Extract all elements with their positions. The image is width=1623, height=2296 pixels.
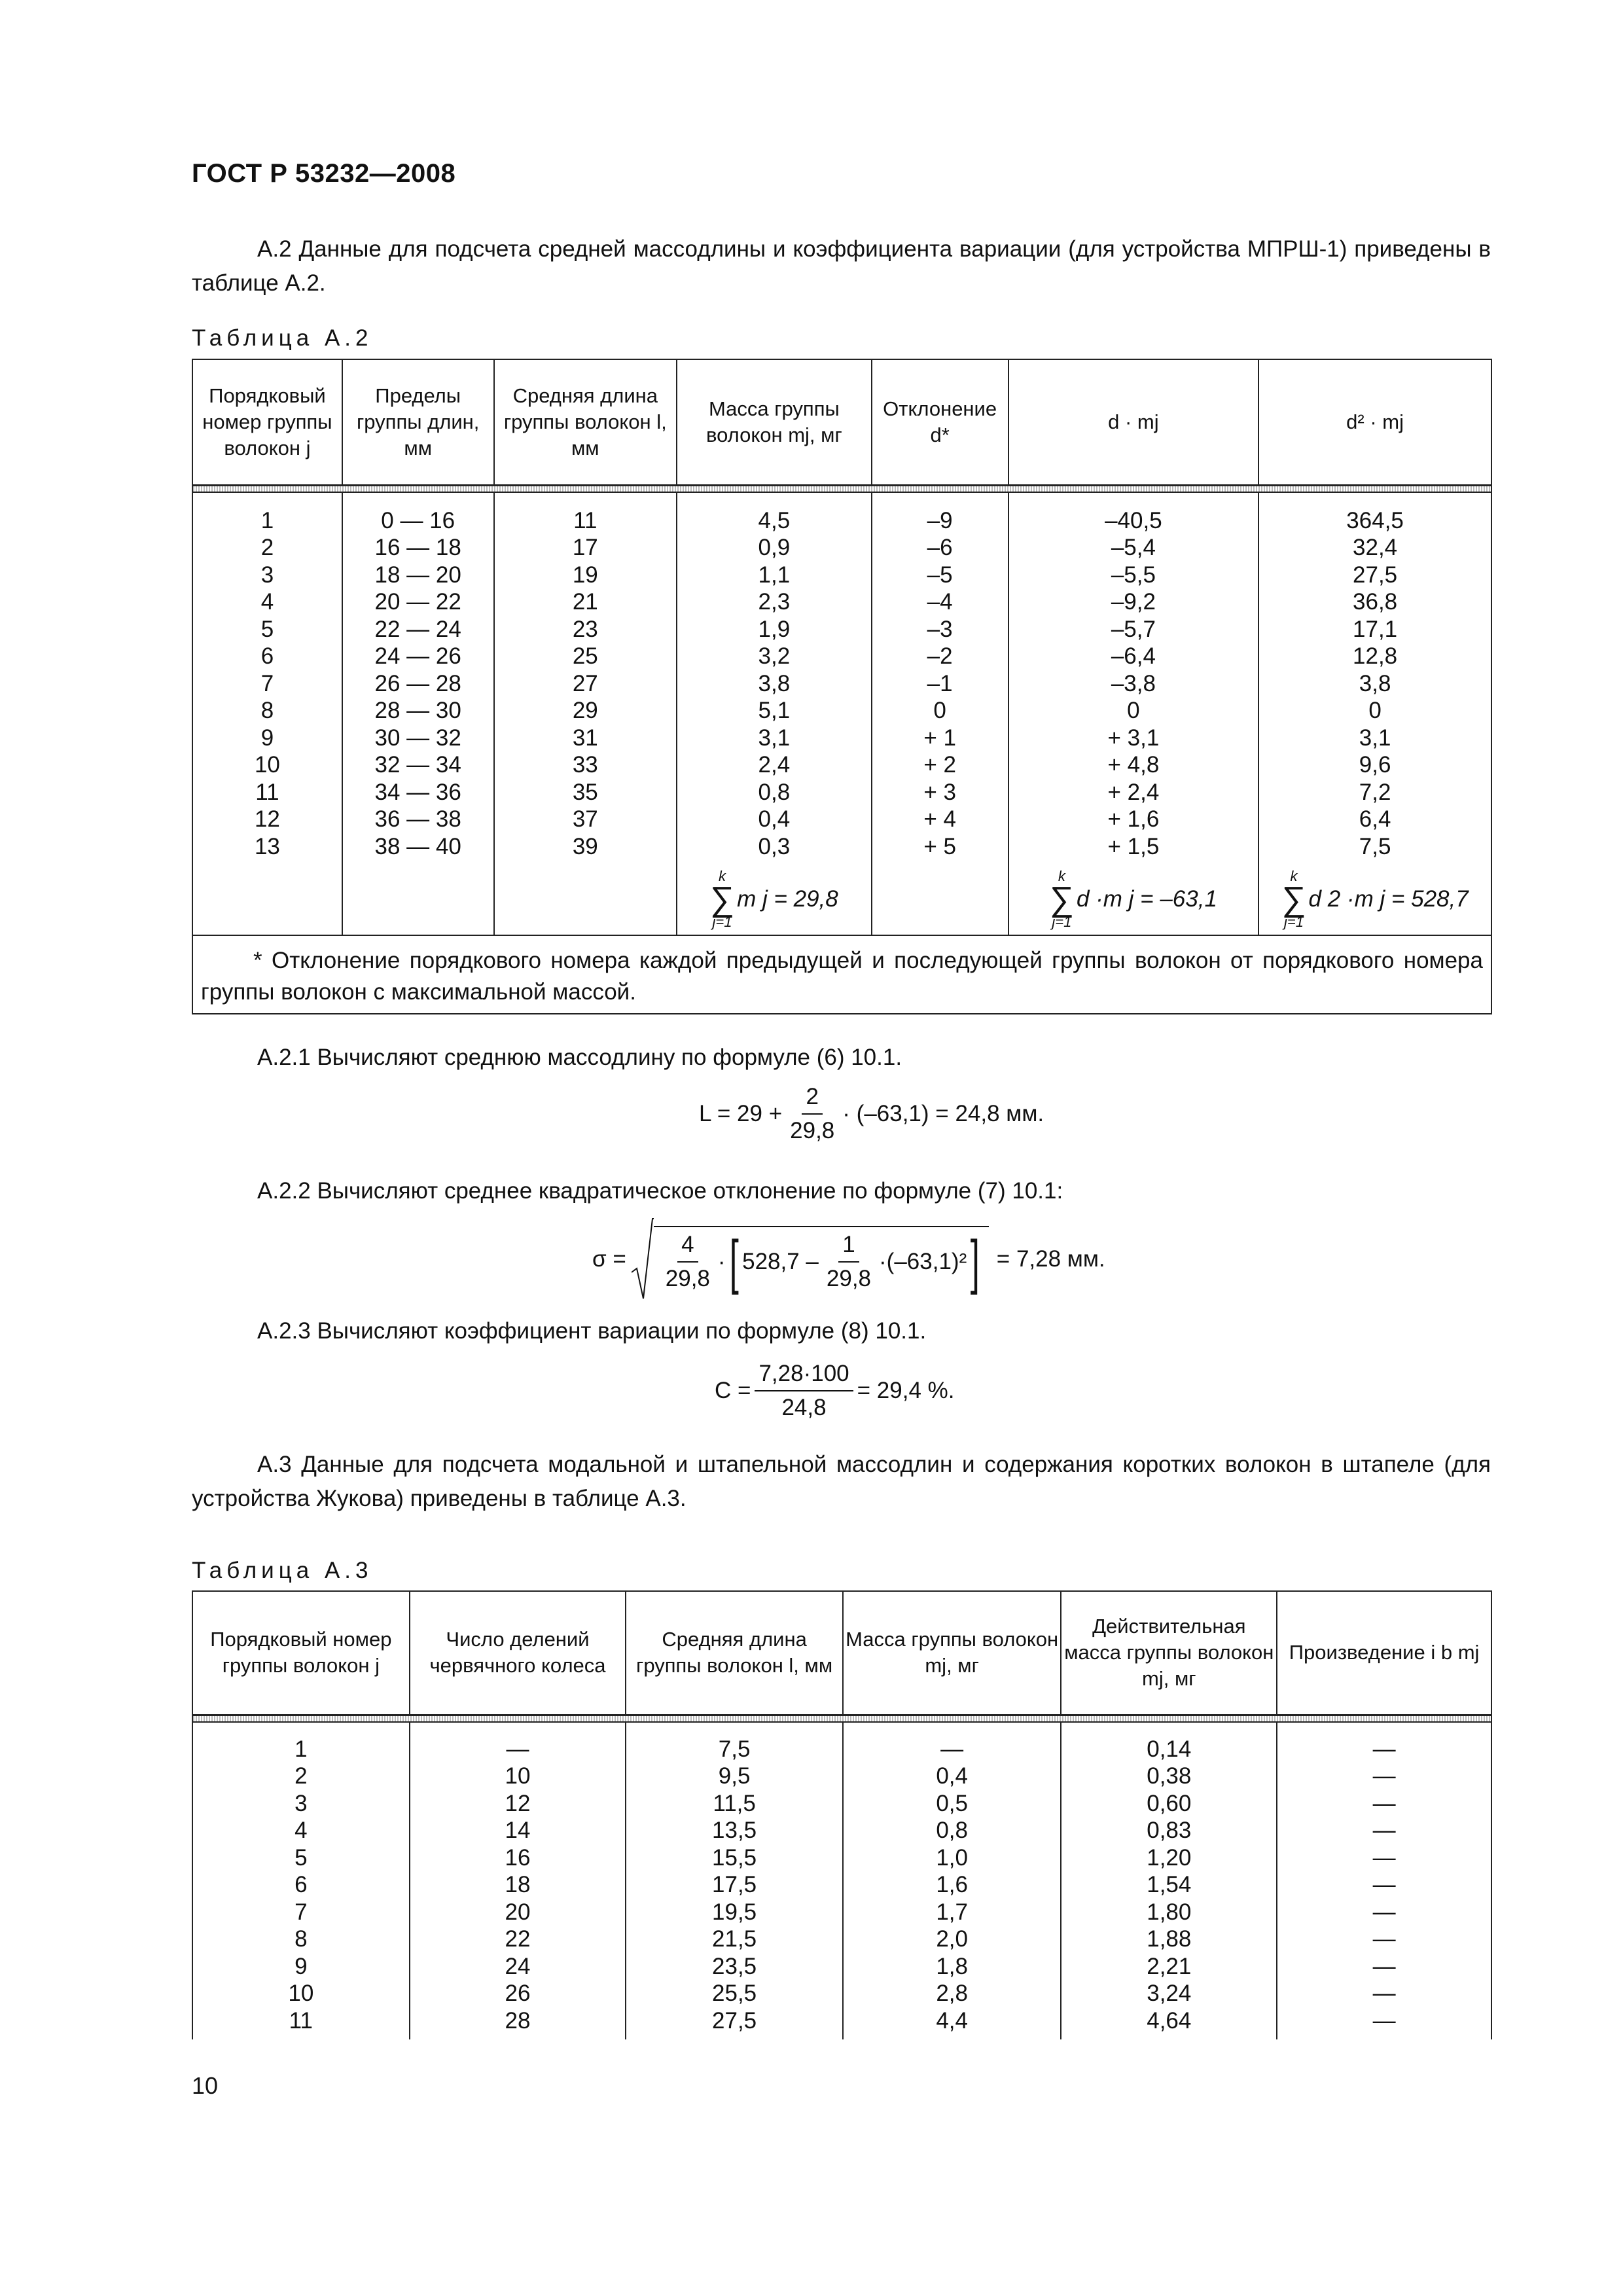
table-cell: 9 bbox=[260, 725, 274, 751]
table-cell: + 3 bbox=[923, 779, 956, 805]
table-cell: 2,3 bbox=[758, 589, 791, 615]
a2-header-deviation: Отклонение d* bbox=[872, 359, 1008, 485]
table-cell: 13 bbox=[254, 833, 280, 859]
a2-col-length-limits bbox=[342, 492, 494, 936]
table-cell: 21 bbox=[572, 589, 598, 615]
a2-sum-mass: k ∑ j=1 m j = 29,8 bbox=[709, 868, 838, 930]
table-cell: –9,2 bbox=[1111, 589, 1156, 615]
table-row bbox=[192, 1722, 1491, 2040]
section-a3-intro: А.3 Данные для подсчета модальной и штапельной массодлин и содержания коротких волокон в штапеле (для устройства Жукова) приведены в таблице А.3. bbox=[192, 1452, 1491, 1511]
table-cell: 25,5 bbox=[712, 1981, 757, 2006]
table-cell: 39 bbox=[572, 833, 598, 859]
a3-col-group-number bbox=[192, 1722, 410, 2040]
table-cell: 27,5 bbox=[712, 2007, 757, 2034]
section-a21-text: А.2.1 Вычисляют среднюю массодлину по формуле (6) 10.1. bbox=[257, 1045, 902, 1070]
a3-header-actual-mass: Действительная масса группы волокон mj, мг bbox=[1061, 1591, 1277, 1715]
table-cell: 24 bbox=[505, 1953, 531, 1979]
table-a2 bbox=[192, 359, 1492, 1014]
table-cell: 10 bbox=[288, 1981, 314, 2006]
table-a2-footnote bbox=[192, 935, 1491, 1014]
table-cell: 32 — 34 bbox=[374, 752, 461, 778]
formula-rhs: = 7,28 мм. bbox=[996, 1246, 1105, 1272]
formula-denominator: 24,8 bbox=[781, 1395, 827, 1420]
a2-header-group-number: Порядковый номер группы волокон j bbox=[192, 359, 342, 485]
table-cell: 0 bbox=[1127, 698, 1140, 723]
table-cell: 11,5 bbox=[713, 1790, 756, 1816]
table-cell: 12,8 bbox=[1353, 643, 1398, 669]
table-cell: 2,21 bbox=[1147, 1953, 1192, 1979]
formula-lhs: C = bbox=[715, 1378, 751, 1403]
table-cell: 3 bbox=[294, 1790, 308, 1816]
formula-numerator: 2 bbox=[802, 1083, 822, 1115]
formula-std-deviation bbox=[592, 1217, 1105, 1301]
table-cell: — bbox=[1372, 1844, 1396, 1871]
table-cell: 7 bbox=[260, 670, 274, 696]
table-cell: 9 bbox=[294, 1953, 308, 1979]
table-cell: 37 bbox=[572, 806, 598, 832]
table-cell: 5 bbox=[260, 616, 274, 642]
table-cell: –40,5 bbox=[1105, 507, 1162, 533]
table-cell: 20 — 22 bbox=[374, 589, 461, 615]
table-cell: 0,8 bbox=[936, 1818, 968, 1843]
table-cell: 1,54 bbox=[1147, 1872, 1192, 1897]
table-cell: 4,4 bbox=[936, 2007, 968, 2034]
table-cell: 7 bbox=[294, 1899, 308, 1925]
table-cell: 12 bbox=[254, 806, 280, 832]
a2-sum-dm: k ∑ j=1 d ·m j = –63,1 bbox=[1049, 868, 1217, 930]
formula-numerator: 4 bbox=[677, 1231, 698, 1263]
section-a22-text: А.2.2 Вычисляют среднее квадратическое отклонение по формуле (7) 10.1: bbox=[257, 1178, 1063, 1204]
table-cell: 0,4 bbox=[758, 806, 791, 832]
table-cell: 0,8 bbox=[758, 779, 791, 805]
formula-rhs: = 29,4 %. bbox=[857, 1378, 955, 1403]
table-cell: 17,5 bbox=[712, 1872, 757, 1897]
a2-col-group-number bbox=[192, 492, 342, 936]
table-cell: 27,5 bbox=[1353, 562, 1398, 588]
a3-header-product: Произведение i b mj bbox=[1277, 1591, 1491, 1715]
table-cell: 4 bbox=[260, 589, 274, 615]
table-cell: –5,5 bbox=[1111, 562, 1156, 588]
formula-lhs: L = 29 + bbox=[699, 1101, 783, 1126]
table-cell: 0,14 bbox=[1147, 1736, 1192, 1762]
table-cell: 0 — 16 bbox=[381, 507, 455, 533]
table-cell: 1,88 bbox=[1147, 1926, 1192, 1952]
table-cell: 7,5 bbox=[718, 1736, 751, 1762]
table-cell: 24 — 26 bbox=[374, 643, 461, 669]
table-cell: — bbox=[1372, 1926, 1396, 1952]
table-cell: 7,5 bbox=[1359, 833, 1391, 859]
table-cell: 11 bbox=[289, 2007, 313, 2034]
document-header: ГОСТ Р 53232—2008 bbox=[192, 159, 456, 188]
table-cell: 8 bbox=[260, 698, 274, 723]
table-cell: 2,0 bbox=[936, 1926, 968, 1952]
table-cell: 1 bbox=[260, 507, 274, 533]
table-cell: –5 bbox=[927, 562, 953, 588]
table-cell: 11 bbox=[573, 507, 597, 533]
table-cell: 0,4 bbox=[936, 1763, 968, 1789]
table-cell: — bbox=[1372, 1953, 1396, 1979]
table-cell: –9 bbox=[927, 507, 953, 533]
a2-header-length-limits: Пределы группы длин, мм bbox=[342, 359, 494, 485]
table-cell: 35 bbox=[572, 779, 598, 805]
sum-dm-value: d ·m j = –63,1 bbox=[1076, 886, 1217, 912]
table-cell: 26 — 28 bbox=[374, 670, 461, 696]
sum-lower-limit: j=1 bbox=[1052, 914, 1072, 930]
table-cell: 6 bbox=[260, 643, 274, 669]
sum-lower-limit: j=1 bbox=[712, 914, 732, 930]
table-cell: 31 bbox=[572, 725, 598, 751]
table-cell: 32,4 bbox=[1353, 535, 1398, 560]
table-cell: 15,5 bbox=[712, 1844, 757, 1871]
table-cell: 3,24 bbox=[1147, 1981, 1192, 2006]
table-cell: 4,5 bbox=[758, 507, 791, 533]
table-cell: 36,8 bbox=[1353, 589, 1398, 615]
table-row bbox=[192, 492, 1491, 936]
a2-sum-d2m: k ∑ j=1 d 2 ·m j = 528,7 bbox=[1281, 868, 1469, 930]
table-cell: 10 bbox=[505, 1763, 531, 1789]
table-cell: 23 bbox=[572, 616, 598, 642]
table-cell: 1 bbox=[294, 1736, 308, 1762]
table-cell: 38 — 40 bbox=[374, 833, 461, 859]
sum-d2m-value: d 2 ·m j = 528,7 bbox=[1308, 886, 1469, 912]
table-cell: –3 bbox=[927, 616, 953, 642]
table-cell: 34 — 36 bbox=[374, 779, 461, 805]
formula-rhs: · (–63,1) = 24,8 мм. bbox=[842, 1101, 1044, 1126]
table-cell: — bbox=[940, 1736, 964, 1762]
a3-col-group-mass bbox=[843, 1722, 1061, 2040]
sum-upper-limit: k bbox=[1290, 868, 1298, 884]
table-cell: 30 — 32 bbox=[374, 725, 461, 751]
a2-header-mean-length: Средняя длина группы волокон l, мм bbox=[494, 359, 677, 485]
formula-variation-coefficient bbox=[715, 1360, 954, 1422]
a3-header-mean-length: Средняя длина группы волокон l, мм bbox=[626, 1591, 843, 1715]
table-cell: 1,80 bbox=[1147, 1899, 1192, 1925]
formula-mean-length bbox=[699, 1083, 1044, 1145]
table-cell: 2 bbox=[294, 1763, 308, 1789]
a3-col-product bbox=[1277, 1722, 1491, 2040]
table-cell: –4 bbox=[927, 589, 953, 615]
table-cell: 23,5 bbox=[712, 1953, 757, 1979]
table-cell: + 3,1 bbox=[1107, 725, 1160, 751]
table-cell: 13,5 bbox=[712, 1818, 757, 1843]
table-cell: 6,4 bbox=[1359, 806, 1391, 832]
a3-col-worm-divisions bbox=[410, 1722, 626, 2040]
table-cell: + 4,8 bbox=[1107, 752, 1160, 778]
table-cell: 3,8 bbox=[758, 670, 791, 696]
formula-middle: 528,7 – bbox=[742, 1249, 819, 1274]
section-a23-text: А.2.3 Вычисляют коэффициент вариации по формуле (8) 10.1. bbox=[257, 1318, 927, 1344]
a3-header-worm-divisions: Число делений червячного колеса bbox=[410, 1591, 626, 1715]
table-cell: 1,1 bbox=[758, 562, 791, 588]
table-cell: 4,64 bbox=[1147, 2007, 1192, 2034]
table-cell: 0 bbox=[933, 698, 946, 723]
table-cell: 0 bbox=[1368, 698, 1382, 723]
table-cell: 18 bbox=[505, 1872, 531, 1897]
table-cell: –3,8 bbox=[1111, 670, 1156, 696]
table-cell: — bbox=[1372, 1981, 1396, 2006]
table-cell: — bbox=[1372, 1790, 1396, 1816]
table-cell: 0,83 bbox=[1147, 1818, 1192, 1843]
table-cell: 1,9 bbox=[758, 616, 791, 642]
table-a3 bbox=[192, 1590, 1492, 2039]
table-cell: 11 bbox=[255, 779, 279, 805]
formula-denominator: 29,8 bbox=[665, 1266, 710, 1291]
table-cell: 19,5 bbox=[712, 1899, 757, 1925]
a2-col-deviation bbox=[872, 492, 1008, 936]
table-cell: 29 bbox=[572, 698, 598, 723]
table-cell: 10 bbox=[254, 752, 280, 778]
table-cell: — bbox=[1372, 1899, 1396, 1925]
table-cell: + 1,6 bbox=[1107, 806, 1160, 832]
a2-col-group-mass bbox=[677, 492, 872, 936]
table-cell: 19 bbox=[572, 562, 598, 588]
table-cell: 26 bbox=[505, 1981, 531, 2006]
table-cell: 0,9 bbox=[758, 535, 791, 560]
table-cell: 16 bbox=[505, 1844, 531, 1871]
a2-col-d-times-m bbox=[1008, 492, 1259, 936]
table-a3-caption: Таблица А.3 bbox=[192, 1558, 373, 1583]
table-cell: 9,5 bbox=[718, 1763, 751, 1789]
table-cell: 28 bbox=[505, 2007, 531, 2034]
a3-header-group-number: Порядковый номер группы волокон j bbox=[192, 1591, 410, 1715]
table-cell: — bbox=[1372, 1736, 1396, 1762]
table-cell: –1 bbox=[927, 670, 953, 696]
formula-numerator: 1 bbox=[838, 1231, 859, 1263]
table-cell: 33 bbox=[572, 752, 598, 778]
table-cell: 0,38 bbox=[1147, 1763, 1192, 1789]
table-cell: 9,6 bbox=[1359, 752, 1391, 778]
table-cell: — bbox=[1372, 2007, 1396, 2034]
sum-lower-limit: j=1 bbox=[1284, 914, 1304, 930]
table-cell: 7,2 bbox=[1359, 779, 1391, 805]
formula-tail: ·(–63,1)² bbox=[879, 1249, 967, 1274]
table-cell: 1,6 bbox=[936, 1872, 968, 1897]
table-cell: 36 — 38 bbox=[374, 806, 461, 832]
sum-upper-limit: k bbox=[719, 868, 726, 884]
table-a2-caption: Таблица А.2 bbox=[192, 325, 373, 351]
table-cell: –5,4 bbox=[1111, 535, 1156, 560]
formula-numerator: 7,28·100 bbox=[755, 1360, 853, 1391]
table-cell: –6,4 bbox=[1111, 643, 1156, 669]
formula-denominator: 29,8 bbox=[826, 1266, 872, 1291]
table-cell: + 1 bbox=[923, 725, 956, 751]
formula-lhs: σ = bbox=[592, 1246, 626, 1272]
table-cell: 1,20 bbox=[1147, 1844, 1192, 1871]
a2-header-d-times-m: d · mj bbox=[1008, 359, 1259, 485]
table-cell: — bbox=[1372, 1818, 1396, 1843]
sum-upper-limit: k bbox=[1058, 868, 1065, 884]
table-cell: + 5 bbox=[923, 833, 956, 859]
table-cell: 8 bbox=[294, 1926, 308, 1952]
table-cell: 3,1 bbox=[1359, 725, 1391, 751]
table-cell: 1,0 bbox=[936, 1844, 968, 1871]
page-number: 10 bbox=[192, 2072, 219, 2099]
table-cell: 25 bbox=[572, 643, 598, 669]
table-cell: 21,5 bbox=[712, 1926, 757, 1952]
table-cell: — bbox=[1372, 1763, 1396, 1789]
a3-col-actual-mass bbox=[1061, 1722, 1277, 2040]
table-cell: 12 bbox=[505, 1790, 531, 1816]
table-cell: –5,7 bbox=[1111, 616, 1156, 642]
table-cell: — bbox=[1372, 1872, 1396, 1897]
a2-header-d2-times-m: d² · mj bbox=[1258, 359, 1491, 485]
table-cell: 14 bbox=[505, 1818, 531, 1843]
table-cell: 1,7 bbox=[936, 1899, 968, 1925]
sqrt-icon: $\frac{4}{29,8}$ · [ 528,7 – $\frac{1}{29,8}$ ·(–63,1)² ] bbox=[632, 1217, 989, 1301]
table-cell: 22 bbox=[505, 1926, 531, 1952]
table-cell: + 1,5 bbox=[1107, 833, 1160, 859]
sum-mass-value: m j = 29,8 bbox=[737, 886, 838, 912]
table-cell: 5,1 bbox=[758, 698, 791, 723]
table-cell: 27 bbox=[572, 670, 598, 696]
table-cell: 3 bbox=[260, 562, 274, 588]
table-cell: — bbox=[506, 1736, 529, 1762]
section-a2-intro: А.2 Данные для подсчета средней массодлины и коэффициента вариации (для устройства МПРШ-1) приведены в таблице А.2. bbox=[192, 236, 1491, 296]
table-cell: 2,4 bbox=[758, 752, 791, 778]
a2-col-d2-times-m bbox=[1258, 492, 1491, 936]
table-cell: 3,2 bbox=[758, 643, 791, 669]
table-cell: 18 — 20 bbox=[374, 562, 461, 588]
table-cell: 0,60 bbox=[1147, 1790, 1192, 1816]
formula-denominator: 29,8 bbox=[790, 1118, 835, 1143]
table-cell: 2 bbox=[260, 535, 274, 560]
table-cell: + 2 bbox=[923, 752, 956, 778]
table-cell: –2 bbox=[927, 643, 953, 669]
table-cell: 5 bbox=[294, 1844, 308, 1871]
table-cell: + 4 bbox=[923, 806, 956, 832]
a3-header-group-mass: Масса группы волокон mj, мг bbox=[843, 1591, 1061, 1715]
table-cell: 364,5 bbox=[1346, 507, 1404, 533]
table-cell: 17 bbox=[572, 535, 598, 560]
a2-header-group-mass: Масса группы волокон mj, мг bbox=[677, 359, 872, 485]
table-cell: 1,8 bbox=[936, 1953, 968, 1979]
table-cell: 16 — 18 bbox=[374, 535, 461, 560]
table-cell: 6 bbox=[294, 1872, 308, 1897]
table-cell: –6 bbox=[927, 535, 953, 560]
table-cell: 2,8 bbox=[936, 1981, 968, 2006]
table-cell: 20 bbox=[505, 1899, 531, 1925]
footnote-text: * Отклонение порядкового номера каждой предыдущей и последующей группы волокон от порядкового номера группы волокон с максимальной массой. bbox=[201, 948, 1483, 1005]
table-cell: 3,1 bbox=[758, 725, 791, 751]
table-cell: 17,1 bbox=[1353, 616, 1398, 642]
a3-col-mean-length bbox=[626, 1722, 843, 2040]
table-cell: + 2,4 bbox=[1107, 779, 1160, 805]
table-cell: 0,5 bbox=[936, 1790, 968, 1816]
table-cell: 3,8 bbox=[1359, 670, 1391, 696]
table-cell: 28 — 30 bbox=[374, 698, 461, 723]
table-cell: 4 bbox=[294, 1818, 308, 1843]
table-cell: 22 — 24 bbox=[374, 616, 461, 642]
a2-col-mean-length bbox=[494, 492, 677, 936]
table-cell: 0,3 bbox=[758, 833, 791, 859]
